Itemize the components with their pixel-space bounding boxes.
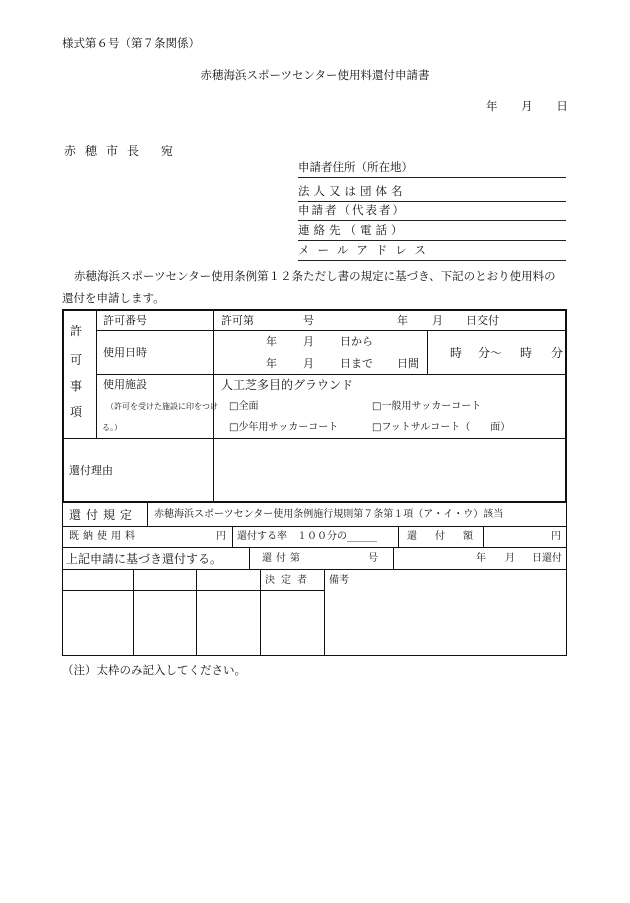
decision-text: 上記申請に基づき還付する。 xyxy=(66,552,223,566)
usage-datetime-label: 使用日時 xyxy=(103,346,147,359)
email-field[interactable] xyxy=(298,241,566,261)
permit-number-suffix: 号 xyxy=(303,314,314,327)
time-end-hour: 時 xyxy=(520,346,533,360)
refund-amount-yen: 円 xyxy=(551,531,561,542)
facility-note-line-2: る。） xyxy=(102,423,122,432)
representative-field[interactable] xyxy=(298,201,566,221)
paid-fee-label: 既納使用料 xyxy=(69,531,139,542)
refund-reason-field[interactable] xyxy=(214,439,565,501)
corporation-name-field[interactable] xyxy=(298,182,566,202)
date-month: 月 xyxy=(521,99,533,113)
facility-name: 人工芝多目的グラウンド xyxy=(221,378,354,392)
date-to-year: 年 xyxy=(266,357,277,370)
refund-number-suffix: 号 xyxy=(368,553,378,564)
corporation-name-label: 法人又は団体名 xyxy=(298,184,407,198)
option-futsal-checkbox[interactable]: □フットサルコート（ 面） xyxy=(372,422,511,433)
permit-section-char-2: 可 xyxy=(70,353,83,367)
time-start-minute: 分〜 xyxy=(478,346,503,360)
permit-number-prefix: 許可第 xyxy=(221,314,254,327)
footer-note: （注）太枠のみ記入してください。 xyxy=(62,663,246,677)
facility-label: 使用施設 xyxy=(103,378,147,391)
refund-amount-label: 還付額 xyxy=(407,531,491,542)
refund-date-year: 年 xyxy=(476,553,486,564)
facility-note-line-1: （許可を受けた施設に印をつけ xyxy=(106,402,218,411)
decider-label: 決定者 xyxy=(265,575,313,586)
document-title: 赤穂海浜スポーツセンター使用料還付申請書 xyxy=(200,68,430,82)
date-to-month: 月 xyxy=(303,357,314,370)
permit-number-label: 許可番号 xyxy=(103,314,147,327)
time-start-hour: 時 xyxy=(450,346,463,360)
date-duration-days: 日間 xyxy=(397,357,419,370)
date-from-month: 月 xyxy=(303,335,314,348)
refund-rule-value: 赤穂海浜スポーツセンター使用条例施行規則第７条第１項（ア・イ・ウ）該当 xyxy=(154,509,504,520)
intro-text-line-2: 還付を申請します。 xyxy=(62,291,165,305)
intro-text-line-1: 赤穂海浜スポーツセンター使用条例第１２条ただし書の規定に基づき、下記のとおり使用料の xyxy=(74,269,556,283)
date-year: 年 xyxy=(486,99,498,113)
option-full-field-checkbox[interactable]: □全面 xyxy=(229,401,259,412)
permit-issue-month: 月 xyxy=(432,314,443,327)
refund-reason-label: 還付理由 xyxy=(69,464,113,477)
applicant-address-field[interactable] xyxy=(298,158,566,178)
form-number: 様式第６号（第７条関係） xyxy=(62,36,200,50)
permit-section-char-4: 項 xyxy=(70,405,83,419)
representative-label: 申請者（代表者） xyxy=(298,203,406,217)
paid-fee-yen: 円 xyxy=(216,531,226,542)
option-general-soccer-checkbox[interactable]: □一般用サッカーコート xyxy=(372,401,482,412)
permit-section-char-3: 事 xyxy=(70,379,83,393)
remarks-label: 備考 xyxy=(329,575,349,586)
submission-date xyxy=(486,98,568,114)
date-day: 日 xyxy=(556,99,568,113)
contact-phone-field[interactable] xyxy=(298,221,566,241)
permit-issue-day: 日交付 xyxy=(466,314,499,327)
date-from-day: 日から xyxy=(340,335,373,348)
time-end-minute: 分 xyxy=(551,346,564,360)
addressee: 赤穂市長 宛 xyxy=(64,144,182,158)
refund-date-day: 日還付 xyxy=(532,553,562,564)
email-label: メールアドレス xyxy=(298,243,434,257)
permit-section-char-1: 許 xyxy=(70,324,83,338)
permit-issue-year: 年 xyxy=(397,314,408,327)
refund-rule-label: 還付規定 xyxy=(69,508,138,522)
date-from-year: 年 xyxy=(266,335,277,348)
applicant-address-label: 申請者住所（所在地） xyxy=(298,160,413,174)
option-youth-soccer-checkbox[interactable]: □少年用サッカーコート xyxy=(229,422,339,433)
date-to-day: 日まで xyxy=(340,357,373,370)
contact-phone-label: 連絡先（電話） xyxy=(298,223,407,237)
refund-number-label: 還付第 xyxy=(262,553,304,564)
refund-rate-label: 還付する率 １００分の______ xyxy=(237,531,377,542)
refund-date-month: 月 xyxy=(505,553,515,564)
